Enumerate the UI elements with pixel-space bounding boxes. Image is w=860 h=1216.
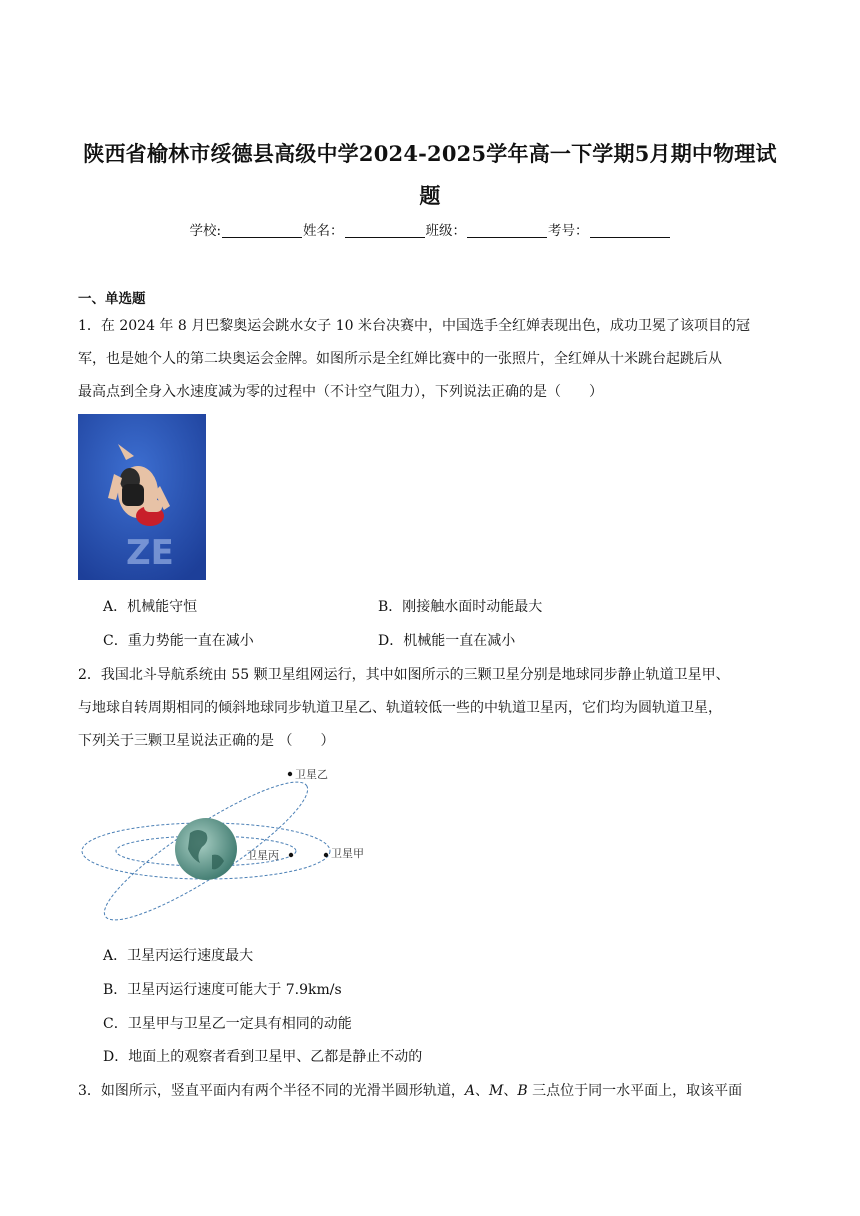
- q2-option-a[interactable]: A．卫星丙运行速度最大: [103, 948, 254, 964]
- q2-stem-line2: 与地球自转周期相同的倾斜地球同步轨道卫星乙、轨道较低一些的中轨道卫星丙，它们均为圆轨道卫星，: [78, 700, 722, 716]
- q3-point-b: B: [517, 1083, 528, 1099]
- school-blank[interactable]: [222, 223, 302, 238]
- q2-option-b[interactable]: B．卫星丙运行速度可能大于 7.9km/s: [103, 982, 342, 998]
- q3-point-m: M: [489, 1083, 504, 1099]
- satellite-bing-label: 卫星丙: [246, 849, 279, 862]
- q2-option-d[interactable]: D．地面上的观察者看到卫星甲、乙都是静止不动的: [103, 1049, 423, 1065]
- satellite-yi-dot: [288, 772, 292, 776]
- exam-no-blank[interactable]: [590, 223, 670, 238]
- q2-option-c[interactable]: C．卫星甲与卫星乙一定具有相同的动能: [103, 1016, 352, 1032]
- exam-title-line2: 题: [419, 183, 441, 208]
- satellite-yi-label: 卫星乙: [295, 768, 328, 781]
- satellite-jia-label: 卫星甲: [331, 847, 364, 860]
- q1-option-d[interactable]: D．机械能一直在减小: [378, 633, 516, 649]
- exam-no-label: 考号：: [548, 223, 589, 239]
- q1-option-c[interactable]: C．重力势能一直在减小: [103, 633, 254, 649]
- class-label: 班级：: [425, 223, 467, 239]
- photo-background-letters: ZE: [126, 533, 174, 573]
- q3-stem-part1: 3．如图所示，竖直平面内有两个半径不同的光滑半圆形轨道，: [78, 1083, 465, 1099]
- school-label: 学校:: [189, 223, 222, 239]
- q1-option-a[interactable]: A．机械能守恒: [103, 599, 198, 615]
- q2-stem-line1: 2．我国北斗导航系统由 55 颗卫星组网运行，其中如图所示的三颗卫星分别是地球同步静止轨道卫星甲、: [78, 667, 730, 683]
- exam-title-line1: 陕西省榆林市绥德县高级中学2024-2025学年高一下学期5月期中物理试: [83, 141, 777, 166]
- student-info-line: [0, 219, 860, 239]
- q3-stem-line1: [78, 1080, 742, 1100]
- satellite-bing-dot: [289, 853, 293, 857]
- name-blank[interactable]: [345, 223, 425, 238]
- q3-stem-part2: 三点位于同一水平面上，取该平面: [527, 1083, 743, 1099]
- q1-stem-line3: 最高点到全身入水速度减为零的过程中（不计空气阻力），下列说法正确的是（ ）: [78, 384, 603, 400]
- q3-separator: 、: [475, 1083, 490, 1099]
- q3-separator: 、: [503, 1083, 518, 1099]
- section-heading: 一、单选题: [78, 291, 146, 307]
- q1-stem-line1: 1．在 2024 年 8 月巴黎奥运会跳水女子 10 米台决赛中，中国选手全红婵表现出色，成功卫冕了该项目的冠: [78, 318, 750, 334]
- name-label: 姓名：: [303, 223, 344, 239]
- q2-stem-line3: 下列关于三颗卫星说法正确的是 （ ）: [78, 733, 335, 749]
- satellite-orbit-diagram: [78, 763, 378, 929]
- q3-point-a: A: [464, 1083, 476, 1099]
- diver-photo: [78, 414, 206, 580]
- q1-option-b[interactable]: B．刚接触水面时动能最大: [378, 599, 543, 615]
- class-blank[interactable]: [467, 223, 547, 238]
- q1-stem-line2: 军，也是她个人的第二块奥运会金牌。如图所示是全红婵比赛中的一张照片，全红婵从十米跳台起跳后从: [78, 351, 722, 367]
- satellite-jia-dot: [324, 853, 328, 857]
- earth-icon: [175, 818, 237, 880]
